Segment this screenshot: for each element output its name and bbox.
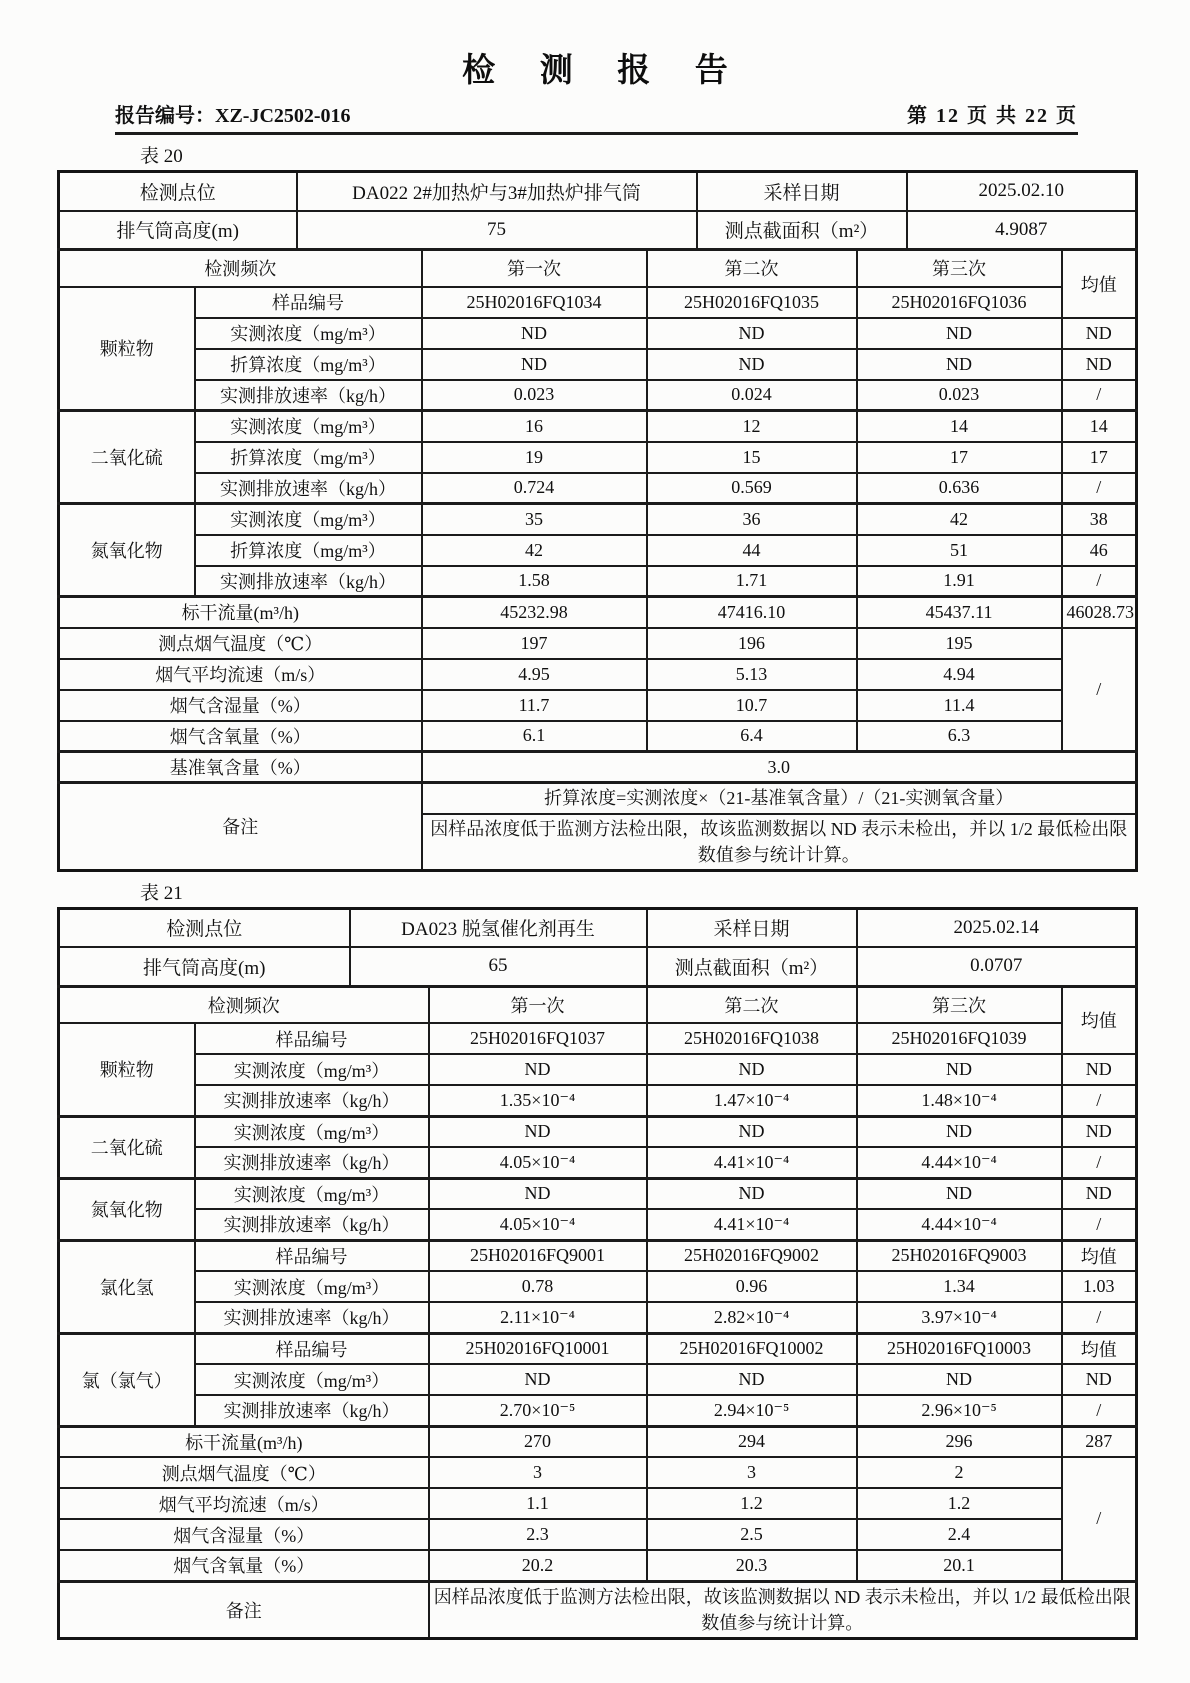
label-emission-rate: 实测排放速率（kg/h） [195,1395,429,1426]
value: 195 [857,628,1062,659]
value: 4.05×10⁻⁴ [429,1209,647,1240]
value: 20.2 [429,1550,647,1581]
value: 1.03 [1062,1271,1137,1302]
value: 4.05×10⁻⁴ [429,1147,647,1178]
label-measured-conc: 实测浓度（mg/m³） [195,318,422,349]
label-converted-conc: 折算浓度（mg/m³） [195,442,422,473]
value: 0.569 [647,473,857,504]
value: 4.44×10⁻⁴ [857,1209,1062,1240]
run1-header: 第一次 [429,986,647,1023]
label-humidity: 烟气含湿量（%） [59,690,422,721]
report-number [115,99,351,128]
avg-header: 均值 [1062,1333,1137,1364]
value: 294 [647,1426,857,1457]
value: 16 [422,411,647,442]
value: 0.023 [857,380,1062,411]
value: / [1062,473,1137,504]
label-frequency: 检测频次 [59,250,422,287]
label-emission-rate: 实测排放速率（kg/h） [195,380,422,411]
value: 20.3 [647,1550,857,1581]
label-measured-conc: 实测浓度（mg/m³） [195,504,422,535]
label-emission-rate: 实测排放速率（kg/h） [195,1085,429,1116]
value: 0.78 [429,1271,647,1302]
label-dry-flow: 标干流量(m³/h) [59,597,422,628]
pollutant-hcl: 氯化氢 [59,1240,195,1333]
label-measured-conc: 实测浓度（mg/m³） [195,1271,429,1302]
value: 287 [1062,1426,1137,1457]
report-number-label: 报告编号： [115,105,215,127]
avg-header: 均值 [1062,986,1137,1054]
table21-caption: 表 21 [140,882,183,904]
value: 51 [857,535,1062,566]
label-stack-height: 排气筒高度(m) [59,947,350,986]
remark-formula: 折算浓度=实测浓度×（21-基准氧含量）/（21-实测氧含量） [422,783,1137,814]
pollutant-cl2: 氯（氯气） [59,1333,195,1426]
label-oxygen: 烟气含氧量（%） [59,1550,429,1581]
sampling-date-value: 2025.02.14 [857,908,1137,947]
pollutant-nox: 氮氧化物 [59,504,195,597]
value: 0.023 [422,380,647,411]
page-indicator: 第 12 页 共 22 页 [907,105,1078,127]
value: 2.70×10⁻⁵ [429,1395,647,1426]
value: 6.3 [857,721,1062,752]
value: 5.13 [647,659,857,690]
params-avg: / [1062,628,1137,752]
section-area-value: 4.9087 [907,211,1137,250]
stack-height-value: 65 [350,947,647,986]
run2-header: 第二次 [647,986,857,1023]
value: 42 [857,504,1062,535]
label-measured-conc: 实测浓度（mg/m³） [195,1364,429,1395]
label-flue-temp: 测点烟气温度（℃） [59,1457,429,1488]
value: 11.4 [857,690,1062,721]
value: 42 [422,535,647,566]
label-frequency: 检测频次 [59,986,429,1023]
value: 14 [857,411,1062,442]
value: ND [1062,349,1137,380]
label-remark: 备注 [59,1581,429,1638]
value: 2.5 [647,1519,857,1550]
value: 2.4 [857,1519,1062,1550]
value: 17 [1062,442,1137,473]
label-measured-conc: 实测浓度（mg/m³） [195,1116,429,1147]
label-site: 检测点位 [59,172,297,211]
value: 1.91 [857,566,1062,597]
value: 25H02016FQ1035 [647,287,857,318]
value: / [1062,1302,1137,1333]
value: ND [1062,1178,1137,1209]
value: 25H02016FQ1039 [857,1023,1062,1054]
value: 6.4 [647,721,857,752]
value: 4.41×10⁻⁴ [647,1147,857,1178]
label-dry-flow: 标干流量(m³/h) [59,1426,429,1457]
label-flue-speed: 烟气平均流速（m/s） [59,659,422,690]
value: 4.94 [857,659,1062,690]
value: 2.11×10⁻⁴ [429,1302,647,1333]
value: / [1062,1395,1137,1426]
value: 1.2 [647,1488,857,1519]
value: 1.47×10⁻⁴ [647,1085,857,1116]
value: ND [857,1116,1062,1147]
run2-header: 第二次 [647,250,857,287]
value: ND [1062,318,1137,349]
value: 11.7 [422,690,647,721]
label-section-area: 测点截面积（m²） [647,947,857,986]
label-measured-conc: 实测浓度（mg/m³） [195,1178,429,1209]
label-emission-rate: 实测排放速率（kg/h） [195,566,422,597]
value: ND [429,1054,647,1085]
value: 25H02016FQ10003 [857,1333,1062,1364]
label-sample-id: 样品编号 [195,1023,429,1054]
value: / [1062,1147,1137,1178]
pollutant-pm: 颗粒物 [59,1023,195,1116]
value: 2.96×10⁻⁵ [857,1395,1062,1426]
value: / [1062,380,1137,411]
value: 25H02016FQ9003 [857,1240,1062,1271]
site-value: DA023 脱氢催化剂再生 [350,908,647,947]
value: 4.44×10⁻⁴ [857,1147,1062,1178]
label-ref-oxygen: 基准氧含量（%） [59,752,422,783]
label-site: 检测点位 [59,908,350,947]
table20-caption: 表 20 [140,146,183,167]
label-converted-conc: 折算浓度（mg/m³） [195,535,422,566]
value: 0.96 [647,1271,857,1302]
value: 25H02016FQ10001 [429,1333,647,1364]
value: 1.48×10⁻⁴ [857,1085,1062,1116]
value: 296 [857,1426,1062,1457]
value: 3 [429,1457,647,1488]
value: 25H02016FQ1036 [857,287,1062,318]
site-value: DA022 2#加热炉与3#加热炉排气筒 [297,172,697,211]
value: ND [647,1178,857,1209]
value: 20.1 [857,1550,1062,1581]
value: 45437.11 [857,597,1062,628]
value: 196 [647,628,857,659]
avg-header: 均值 [1062,1240,1137,1271]
value: 15 [647,442,857,473]
value: ND [857,1364,1062,1395]
value: 46028.73 [1062,597,1137,628]
avg-header: 均值 [1062,250,1137,318]
params-avg: / [1062,1457,1137,1581]
label-emission-rate: 实测排放速率（kg/h） [195,473,422,504]
value: 3 [647,1457,857,1488]
value: 0.024 [647,380,857,411]
stack-height-value: 75 [297,211,697,250]
section-area-value: 0.0707 [857,947,1137,986]
value: 25H02016FQ9001 [429,1240,647,1271]
table-21 [57,907,1138,1640]
header-rule [115,132,1078,135]
value: ND [429,1364,647,1395]
value: ND [422,318,647,349]
value: ND [857,318,1062,349]
label-emission-rate: 实测排放速率（kg/h） [195,1302,429,1333]
label-stack-height: 排气筒高度(m) [59,211,297,250]
label-converted-conc: 折算浓度（mg/m³） [195,349,422,380]
value: 25H02016FQ1037 [429,1023,647,1054]
pollutant-nox: 氮氧化物 [59,1178,195,1240]
value: 47416.10 [647,597,857,628]
value: 6.1 [422,721,647,752]
label-section-area: 测点截面积（m²） [697,211,907,250]
value: 270 [429,1426,647,1457]
value: 2.94×10⁻⁵ [647,1395,857,1426]
sampling-date-value: 2025.02.10 [907,172,1137,211]
value: ND [857,349,1062,380]
value: ND [647,349,857,380]
value: 38 [1062,504,1137,535]
pollutant-so2: 二氧化硫 [59,1116,195,1178]
remark-nd-note: 因样品浓度低于监测方法检出限，故该监测数据以 ND 表示未检出，并以 1/2 最低检出限数值参与统计计算。 [422,814,1137,871]
value: 46 [1062,535,1137,566]
value: 0.724 [422,473,647,504]
page-title: 检 测 报 告 [462,53,746,89]
value: ND [1062,1116,1137,1147]
label-emission-rate: 实测排放速率（kg/h） [195,1209,429,1240]
value: / [1062,566,1137,597]
value: / [1062,1085,1137,1116]
value: 10.7 [647,690,857,721]
label-sample-id: 样品编号 [195,1240,429,1271]
value: ND [857,1178,1062,1209]
value: 3.97×10⁻⁴ [857,1302,1062,1333]
label-remark: 备注 [59,783,422,871]
value: ND [647,318,857,349]
label-flue-speed: 烟气平均流速（m/s） [59,1488,429,1519]
value: 36 [647,504,857,535]
value: ND [857,1054,1062,1085]
value: 1.2 [857,1488,1062,1519]
value: 12 [647,411,857,442]
value: ND [422,349,647,380]
value: / [1062,1209,1137,1240]
label-flue-temp: 测点烟气温度（℃） [59,628,422,659]
report-number-value: XZ-JC2502-016 [215,105,351,127]
ref-oxygen-value: 3.0 [422,752,1137,783]
value: 1.35×10⁻⁴ [429,1085,647,1116]
run1-header: 第一次 [422,250,647,287]
value: 44 [647,535,857,566]
label-sampling-date: 采样日期 [697,172,907,211]
label-measured-conc: 实测浓度（mg/m³） [195,411,422,442]
label-sampling-date: 采样日期 [647,908,857,947]
label-sample-id: 样品编号 [195,287,422,318]
value: 14 [1062,411,1137,442]
table-20 [57,170,1138,872]
pollutant-pm: 颗粒物 [59,287,195,411]
value: ND [647,1116,857,1147]
remark-nd-note: 因样品浓度低于监测方法检出限，故该监测数据以 ND 表示未检出，并以 1/2 最低检出限数值参与统计计算。 [429,1581,1137,1638]
value: 25H02016FQ10002 [647,1333,857,1364]
label-oxygen: 烟气含氧量（%） [59,721,422,752]
value: ND [429,1116,647,1147]
run3-header: 第三次 [857,986,1062,1023]
value: ND [1062,1364,1137,1395]
value: 35 [422,504,647,535]
value: 25H02016FQ1038 [647,1023,857,1054]
value: 1.71 [647,566,857,597]
value: 19 [422,442,647,473]
pollutant-so2: 二氧化硫 [59,411,195,504]
value: 2.82×10⁻⁴ [647,1302,857,1333]
value: 25H02016FQ1034 [422,287,647,318]
value: ND [647,1364,857,1395]
value: 45232.98 [422,597,647,628]
value: ND [647,1054,857,1085]
value: ND [1062,1054,1137,1085]
value: 2.3 [429,1519,647,1550]
label-sample-id: 样品编号 [195,1333,429,1364]
value: 197 [422,628,647,659]
value: 1.34 [857,1271,1062,1302]
run3-header: 第三次 [857,250,1062,287]
value: 2 [857,1457,1062,1488]
value: 4.41×10⁻⁴ [647,1209,857,1240]
value: ND [429,1178,647,1209]
value: 4.95 [422,659,647,690]
label-humidity: 烟气含湿量（%） [59,1519,429,1550]
label-emission-rate: 实测排放速率（kg/h） [195,1147,429,1178]
value: 25H02016FQ9002 [647,1240,857,1271]
value: 0.636 [857,473,1062,504]
value: 1.58 [422,566,647,597]
report-meta [115,99,1078,128]
label-measured-conc: 实测浓度（mg/m³） [195,1054,429,1085]
value: 1.1 [429,1488,647,1519]
value: 17 [857,442,1062,473]
